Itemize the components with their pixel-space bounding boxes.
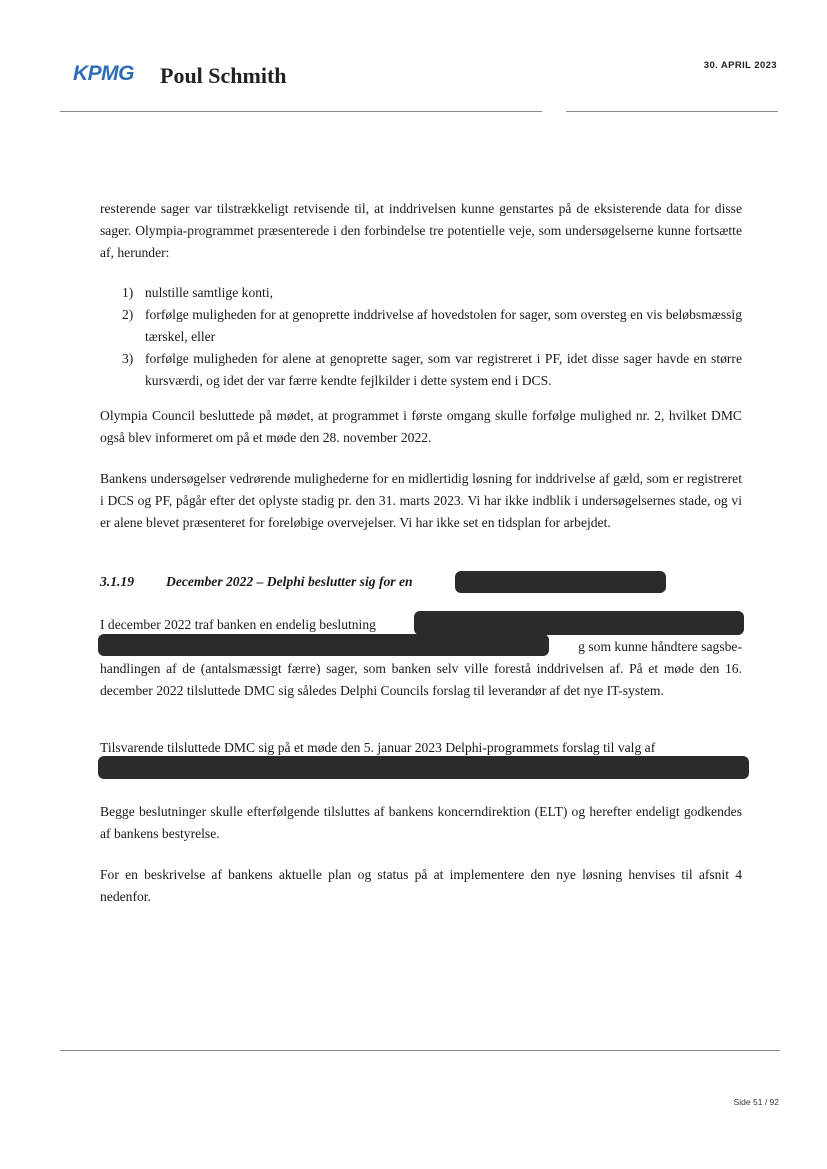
paragraph-1: resterende sager var tilstrækkeligt retvisende til, at inddrivelsen kunne genstartes på de eksisterende data for disse sager. Olympia-programmet præsenterede i den forbindelse tre potentielle veje, som undersøgelserne kunne fortsætte af, herunder: xyxy=(100,201,742,260)
list-item-text: nulstille samtlige konti, xyxy=(145,285,273,300)
organization-name: Poul Schmith xyxy=(160,63,287,88)
paragraph-5-line-1: Tilsvarende tilsluttede DMC sig på et møde den 5. januar 2023 Delphi-programmets forslag til valg af xyxy=(100,740,656,755)
document-date: 30. APRIL 2023 xyxy=(703,60,777,71)
paragraph-7: For en beskrivelse af bankens aktuelle plan og status på at implementere den nye løsning henvises til afsnit 4 nedenfor. xyxy=(100,867,742,904)
paragraph-6: Begge beslutninger skulle efterfølgende tilsluttes af bankens koncerndirektion (ELT) og herefter endeligt godkendes af bankens bestyrelse. xyxy=(100,804,742,841)
list-item xyxy=(100,282,742,304)
page-number: Side 51 / 92 xyxy=(733,1097,779,1107)
list-item-text: forfølge muligheden for alene at genoprette sager, som var registreret i PF, idet disse sager havde en større kursværdi, og idet der var færre kendte fejlkilder i dette system end i DCS. xyxy=(145,351,742,388)
list-item-number: 2) xyxy=(122,307,134,322)
list-item xyxy=(100,348,742,392)
section-heading xyxy=(100,571,413,593)
section-number: 3.1.19 xyxy=(100,574,134,589)
paragraph-4-line-2-end: g som kunne håndtere sagsbe- xyxy=(578,639,742,654)
list-item-text: forfølge muligheden for at genoprette inddrivelse af hovedstolen for sager, som oversteg en vis beløbsmæssig tærskel, eller xyxy=(145,307,742,344)
section-title: December 2022 – Delphi beslutter sig for en xyxy=(166,574,413,589)
redaction-bar xyxy=(455,571,666,593)
redaction-bar xyxy=(98,634,549,656)
list-item xyxy=(100,304,742,348)
paragraph-4-continued: handlingen af de (antalsmæssigt færre) sager, som banken selv ville forestå inddrivelsen af. På et møde den 16. december 2022 tilsluttede DMC sig således Delphi Councils forslag til leverandør af det nye IT-system. xyxy=(100,661,742,698)
header-rule-right xyxy=(566,111,778,112)
paragraph-4-line-1: I december 2022 traf banken en endelig beslutning xyxy=(100,617,376,632)
list-item-number: 3) xyxy=(122,351,134,366)
list-item-number: 1) xyxy=(122,285,134,300)
footer-rule xyxy=(60,1050,780,1051)
options-list xyxy=(100,282,742,392)
paragraph-2: Olympia Council besluttede på mødet, at programmet i første omgang skulle forfølge mulighed nr. 2, hvilket DMC også blev informeret om på et møde den 28. november 2022. xyxy=(100,408,742,445)
kpmg-logo: KPMG xyxy=(73,62,134,85)
redaction-bar xyxy=(98,756,749,779)
redaction-bar xyxy=(414,611,744,635)
paragraph-3: Bankens undersøgelser vedrørende mulighederne for en midlertidig løsning for inddrivelse af gæld, som er registreret i DCS og PF, pågår efter det oplyste stadig pr. den 31. marts 2023. Vi har ikke indblik i undersøgelsernes stade, og vi er alene blevet præsenteret for foreløbige overvejelser. Vi har ikke set en tidsplan for arbejdet. xyxy=(100,471,742,530)
header-rule-left xyxy=(60,111,542,112)
